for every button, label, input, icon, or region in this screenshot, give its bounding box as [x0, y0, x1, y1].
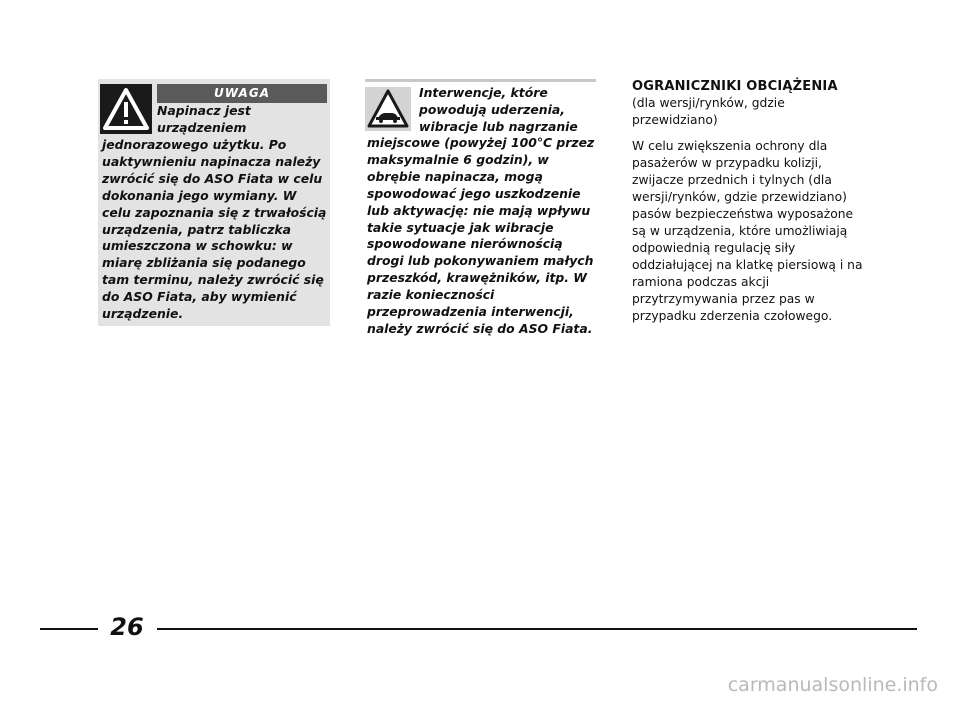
paragraph-gap — [632, 129, 882, 138]
caution-body-line: spowodowane nierównością — [367, 236, 563, 252]
section-body-line: odpowiednią regulację siły — [632, 241, 796, 255]
car-bump-caution-icon — [365, 87, 411, 131]
section-body-line: oddziałującej na klatkę piersiową i na — [632, 258, 863, 272]
warning-triangle-icon — [100, 84, 152, 134]
caution-body-line: przeprowadzenia interwencji, — [367, 304, 574, 320]
warning-body-line: celu zapoznania się z trwałością — [102, 204, 327, 220]
section-body-line: W celu zwiększenia ochrony dla — [632, 139, 828, 153]
warning-head-line: Napinacz jest — [157, 103, 251, 118]
caution-body-line: obrębie napinacza, mogą — [367, 168, 543, 184]
caution-head-line: wibracje lub nagrzanie — [419, 118, 578, 134]
warning-body-line: umieszczona w schowku: w — [102, 238, 293, 254]
section-body-line: są w urządzenia, które umożliwiają — [632, 224, 848, 238]
caution-head-line: powodują uderzenia, — [419, 101, 565, 117]
section-body-line: pasów bezpieczeństwa wyposażone — [632, 207, 854, 221]
caution-body-line: należy zwrócić się do ASO Fiata. — [367, 320, 593, 336]
warning-body — [102, 137, 330, 323]
caution-body-line: razie konieczności — [367, 287, 495, 303]
load-limiters-section — [632, 78, 882, 325]
warning-body-line: dokonania jego wymiany. W — [102, 187, 297, 203]
page-number: 26 — [110, 613, 144, 641]
section-body-line: przytrzymywania przez pas w — [632, 292, 815, 306]
caution-body-line: drogi lub pokonywaniem małych — [367, 253, 594, 269]
section-body-line: przypadku zderzenia czołowego. — [632, 309, 833, 323]
warning-body-line: tam terminu, należy zwrócić się — [102, 272, 324, 288]
caution-body-line: lub aktywację: nie mają wpływu — [367, 202, 591, 218]
section-body-line: pasażerów w przypadku kolizji, — [632, 156, 822, 170]
warning-body-line: zwrócić się do ASO Fiata w celu — [102, 170, 323, 186]
caution-divider — [365, 79, 596, 82]
watermark: carmanualsonline.info — [727, 674, 938, 696]
section-subtitle-line: (dla wersji/rynków, gdzie — [632, 96, 785, 110]
warning-label: UWAGA — [157, 84, 327, 103]
caution-body-line: spowodować jego uszkodzenie — [367, 185, 581, 201]
caution-head-line: Interwencje, które — [419, 85, 548, 100]
warning-body-line: urządzenie. — [102, 306, 184, 322]
warning-body-line: jednorazowego użytku. Po — [102, 137, 287, 152]
warning-heading — [157, 103, 329, 137]
warning-body-line: uaktywnieniu napinacza należy — [102, 153, 321, 169]
section-subtitle-line: przewidziano) — [632, 113, 718, 127]
section-body-line: zwijacze przednich i tylnych (dla — [632, 173, 832, 187]
caution-body — [367, 135, 599, 338]
caution-body-line: maksymalnie 6 godzin), w — [367, 151, 549, 167]
caution-body-line: przeszkód, krawężników, itp. W — [367, 270, 587, 286]
warning-body-line: do ASO Fiata, aby wymienić — [102, 289, 297, 305]
caution-heading — [419, 85, 597, 136]
section-body-line: wersji/rynków, gdzie przewidziano) — [632, 190, 847, 204]
caution-body-line: takie sytuacje jak wibracje — [367, 219, 554, 235]
warning-body-line: urządzenia, patrz tabliczka — [102, 221, 292, 237]
footer-rule-left — [40, 628, 98, 630]
section-title: OGRANICZNIKI OBCIĄŻENIA — [632, 79, 838, 94]
footer-rule-right — [157, 628, 917, 630]
warning-body-line: miarę zbliżania się podanego — [102, 255, 306, 271]
section-body-line: ramiona podczas akcji — [632, 275, 770, 289]
warning-head-line: urządzeniem — [157, 119, 247, 135]
caution-body-line: miejscowe (powyżej 100°C przez — [367, 135, 595, 150]
